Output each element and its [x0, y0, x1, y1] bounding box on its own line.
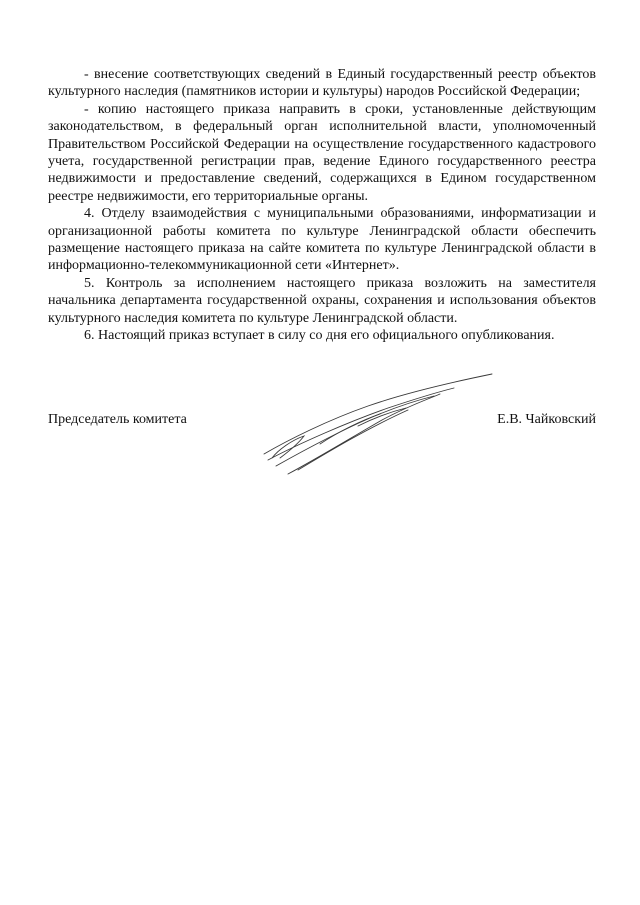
handwritten-signature — [258, 370, 498, 480]
paragraph-item-4: 4. Отделу взаимодействия с муниципальными образованиями, информатизации и организационной работы комитета по культуре Ленинградской области обеспечить размещение настоящего приказа на сайте комитета по культуре Ленинградской области в информационно-телекоммуникационной сети «Интернет». — [48, 206, 596, 274]
paragraph-registry-entry: - внесение соответствующих сведений в Единый государственный реестр объектов культурного наследия (памятников истории и культуры) народов Российской Федерации; — [48, 67, 596, 100]
paragraph-item-5: 5. Контроль за исполнением настоящего приказа возложить на заместителя начальника департамента государственной охраны, сохранения и использования объектов культурного наследия комитета по культуре Ленинградской области. — [48, 275, 596, 326]
document-body — [48, 66, 596, 345]
paragraph-send-copy: - копию настоящего приказа направить в сроки, установленные действующим законодательством, в федеральный орган исполнительной власти, уполномоченный Правительством Российской Федерации на осуществление государственного кадастрового учета, государственной регистрации прав, ведение Единого государственного реестра недвижимости и предоставление сведений, содержащихся в Едином государственном реестре недвижимости, его территориальные органы. — [48, 101, 596, 204]
signer-name: Е.В. Чайковский — [497, 412, 596, 427]
signer-title: Председатель комитета — [48, 412, 187, 427]
paragraph-item-6: 6. Настоящий приказ вступает в силу со дня его официального опубликования. — [84, 328, 555, 344]
